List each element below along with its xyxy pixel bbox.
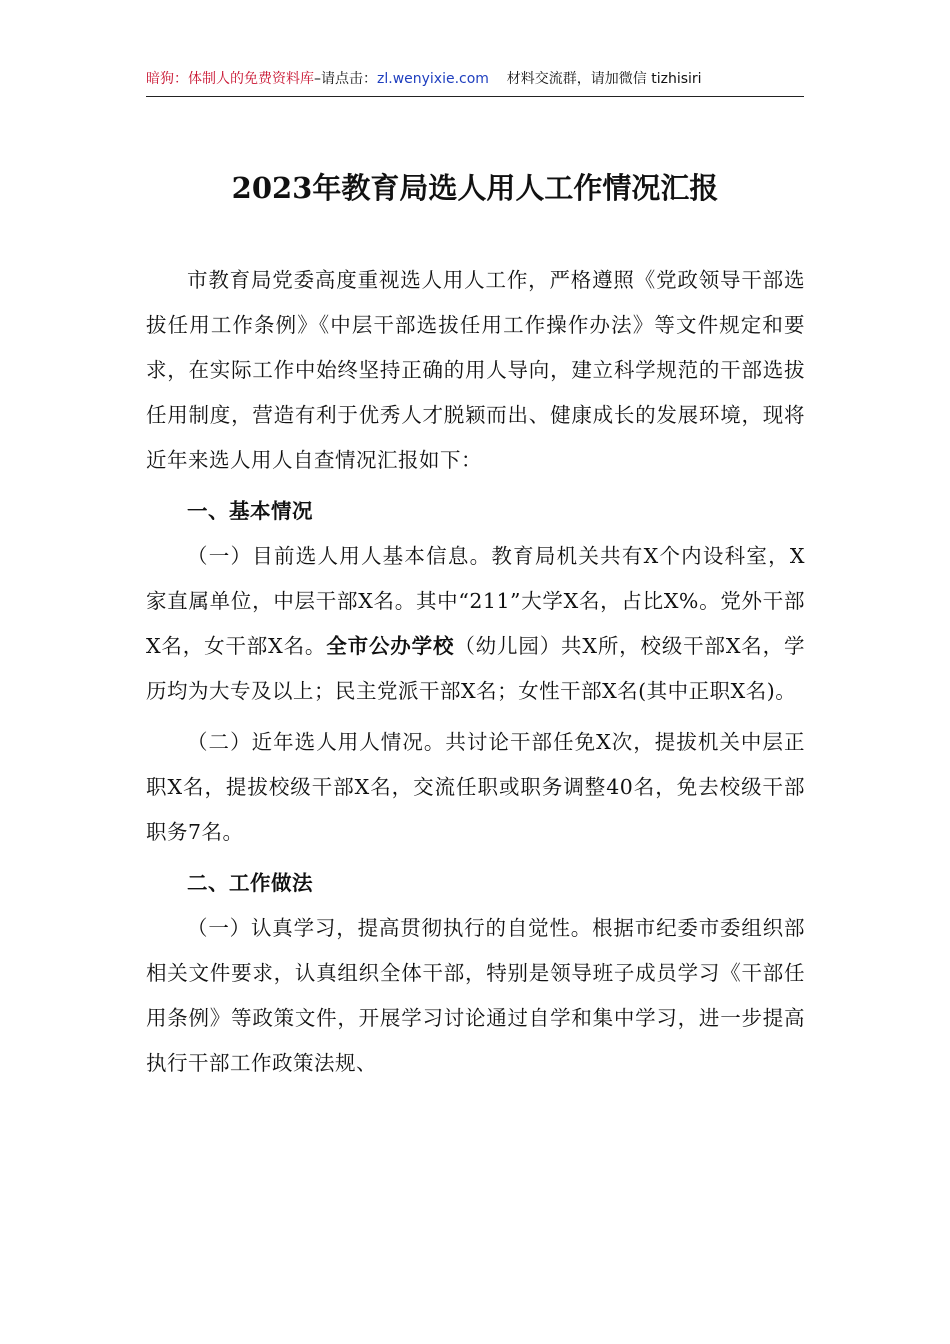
document-body <box>146 258 805 1086</box>
section-1-p1-bold: 全市公办学校 <box>326 634 455 658</box>
header-source-label: 暗狗：体制人的免费资料库 <box>146 71 314 87</box>
intro-paragraph: 市教育局党委高度重视选人用人工作，严格遵照《党政领导干部选拔任用工作条例》《中层干部选拔任用工作操作办法》等文件规定和要求，在实际工作中始终坚持正确的用人导向，建立科学规范的干部选拔任用制度，营造有利于优秀人才脱颖而出、健康成长的发展环境，现将近年来选人用人自查情况汇报如下： <box>146 268 805 472</box>
section-1-p1-lead: （一）目前选人用人基本信息。 <box>187 544 492 568</box>
section-2-paragraph-1 <box>146 906 805 1086</box>
section-2-p1-text: 根据市纪委市委组织部相关文件要求，认真组织全体干部，特别是领导班子成员学习《干部任用条例》等政策文件，开展学习讨论通过自学和集中学习，进一步提高执行干部工作政策法规、 <box>146 916 806 1075</box>
header-prompt: 请点击： <box>321 71 377 87</box>
section-1-p2-lead: （二）近年选人用人情况。 <box>187 730 446 754</box>
section-1-p1-text-a: 教育局机关共有X个内设科室，X家直属单位，中层干部X名。其中“211”大学X名，占比X%。党外干部X名，女干部X名。 <box>146 544 805 658</box>
section-1-paragraph-2 <box>146 720 805 855</box>
section-2-heading: 二、工作做法 <box>187 871 313 895</box>
document-title: 2023年教育局选人用人工作情况汇报 <box>231 171 719 205</box>
header-contact: 材料交流群，请加微信 tizhisiri <box>506 71 702 87</box>
section-1-p1-text-b: （幼儿园）共X所，校级干部X名，学历均为大专及以上；民主党派干部X名；女性干部X名(其中正职X名)。 <box>146 634 805 703</box>
header-url-link[interactable]: zl.wenyixie.com <box>377 71 489 87</box>
section-1-heading: 一、基本情况 <box>187 499 313 523</box>
section-1-paragraph-1 <box>146 534 805 714</box>
header-dash: – <box>314 71 321 87</box>
page-header <box>146 66 804 97</box>
section-1-p2-text: 共讨论干部任免X次，提拔机关中层正职X名，提拔校级干部X名，交流任职或职务调整40名，免去校级干部职务7名。 <box>146 730 806 844</box>
section-2-p1-lead: （一）认真学习，提高贯彻执行的自觉性。 <box>187 916 593 940</box>
